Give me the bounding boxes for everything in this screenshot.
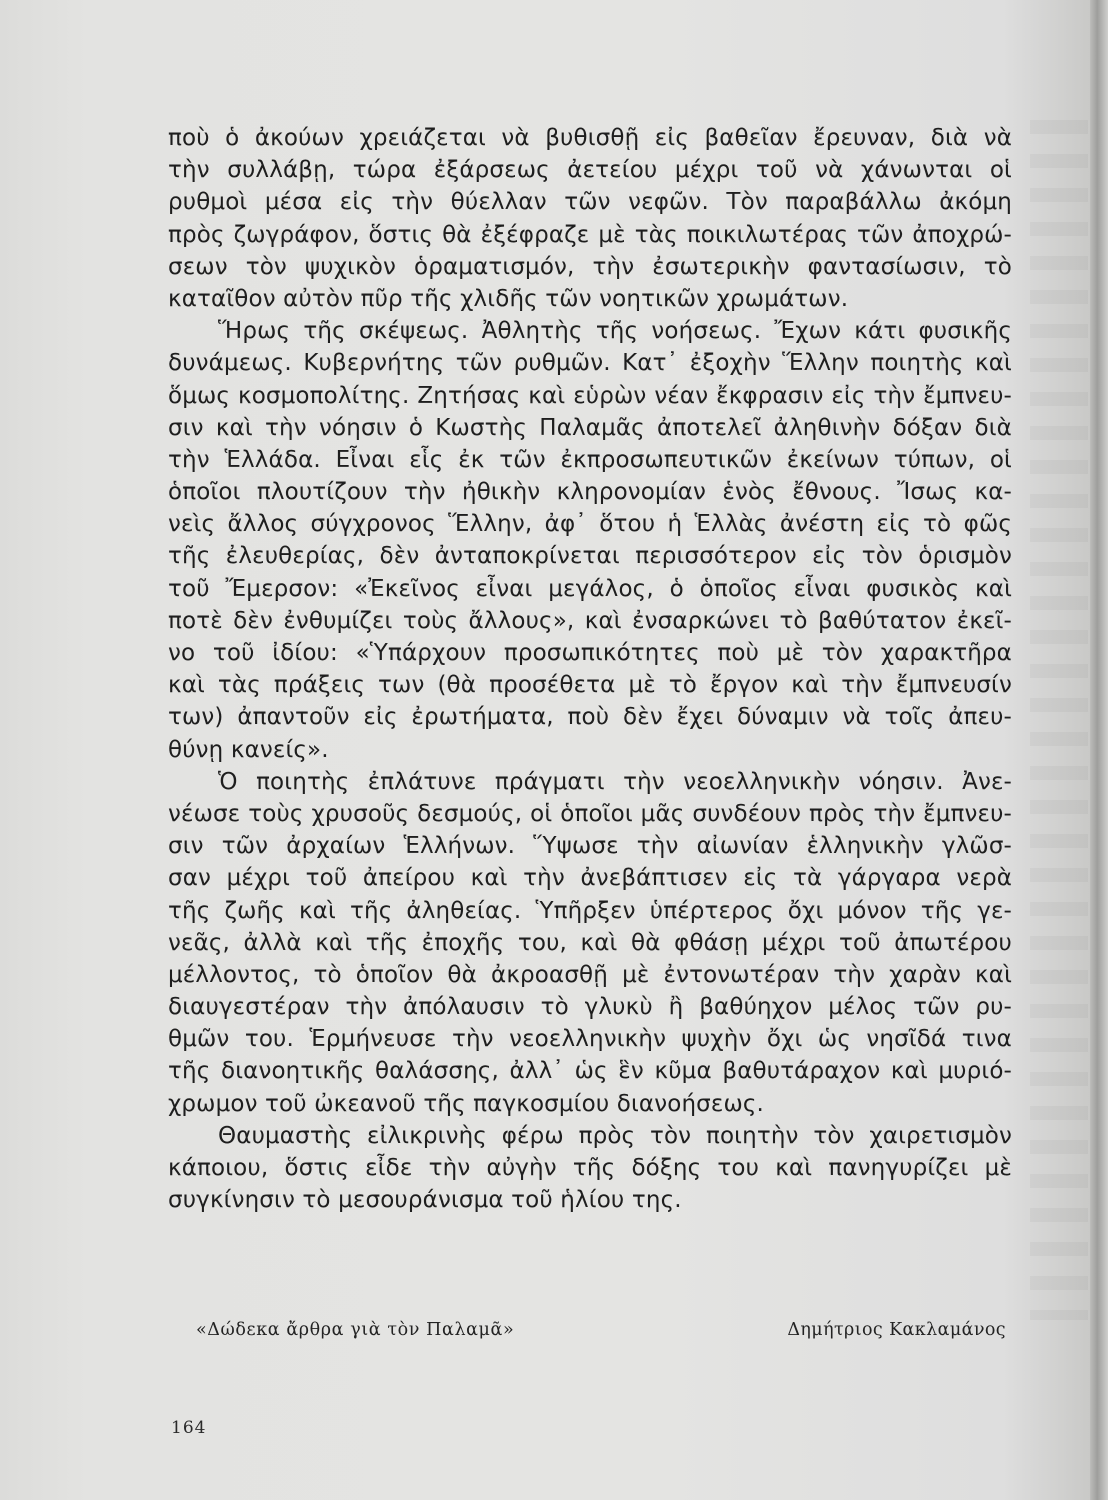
text-line: συγκίνησιν τὸ μεσουράνισμα τοῦ ἡλίου της. <box>168 1187 682 1214</box>
text-line: μέλλοντος, τὸ ὁποῖον θὰ ἀκροασθῇ μὲ ἐντονωτέραν τὴν χαρὰν καὶ <box>168 961 1012 988</box>
text-line: δυνάμεως. Κυβερνήτης τῶν ρυθμῶν. Κατ᾽ ἐξοχὴν Ἕλλην ποιητὴς καὶ <box>168 350 1012 377</box>
text-line: τὴν συλλάβῃ, τώρα ἐξάρσεως ἀετείου μέχρι τοῦ νὰ χάνωνται οἱ <box>168 157 1012 184</box>
text-line: τῆς ἐλευθερίας, δὲν ἀνταποκρίνεται περισσότερον εἰς τὸν ὁρισμὸν <box>168 543 1012 570</box>
text-line: χρωμον τοῦ ὠκεανοῦ τῆς παγκοσμίου διανοήσεως. <box>168 1090 765 1117</box>
text-line: Ἥρως τῆς σκέψεως. Ἀθλητὴς τῆς νοήσεως. Ἔχων κάτι φυσικῆς <box>218 318 1012 345</box>
text-line: σεων τὸν ψυχικὸν ὁραματισμόν, τὴν ἐσωτερικὴν φαντασίωσιν, τὸ <box>168 253 1012 280</box>
text-line: σιν καὶ τὴν νόησιν ὁ Κωστὴς Παλαμᾶς ἀποτελεῖ ἀληθινὴν δόξαν διὰ <box>168 414 1012 441</box>
text-line: ρυθμοὶ μέσα εἰς τὴν θύελλαν τῶν νεφῶν. Τὸν παραβάλλω ἀκόμη <box>168 189 1012 216</box>
text-line: τῆς ζωῆς καὶ τῆς ἀληθείας. Ὑπῆρξεν ὑπέρτερος ὄχι μόνον τῆς γε- <box>168 897 1012 924</box>
paragraph <box>168 766 1012 1120</box>
text-line: τῆς διανοητικῆς θαλάσσης, ἀλλ᾽ ὡς ἓν κῦμα βαθυτάραχον καὶ μυριό- <box>168 1058 1012 1085</box>
text-line: κάποιου, ὅστις εἶδε τὴν αὐγὴν τῆς δόξης του καὶ πανηγυρίζει μὲ <box>168 1155 1012 1181</box>
text-line: θμῶν του. Ἑρμήνευσε τὴν νεοελληνικὴν ψυχὴν ὄχι ὡς νησῖδά τινα <box>168 1026 1012 1053</box>
text-line: νεᾶς, ἀλλὰ καὶ τῆς ἐποχῆς του, καὶ θὰ φθάσῃ μέχρι τοῦ ἀπωτέρου <box>168 929 1012 956</box>
text-line: ποτὲ δὲν ἐνθυμίζει τοὺς ἄλλους», καὶ ἐνσαρκώνει τὸ βαθύτατον ἐκεῖ- <box>168 607 1012 634</box>
text-line: καταῖθον αὐτὸν πῦρ τῆς χλιδῆς τῶν νοητικῶν χρωμάτων. <box>168 285 849 312</box>
text-line: θύνῃ κανείς». <box>168 736 329 763</box>
page-number: 164 <box>171 1418 207 1438</box>
book-spine-edge <box>1090 0 1108 1500</box>
text-line: σαν μέχρι τοῦ ἀπείρου καὶ τὴν ἀνεβάπτισεν εἰς τὰ γάργαρα νερὰ <box>168 865 1012 892</box>
text-line: τὴν Ἑλλάδα. Εἶναι εἷς ἐκ τῶν ἐκπροσωπευτικῶν ἐκείνων τύπων, οἱ <box>168 446 1012 473</box>
body-text <box>168 122 1012 1216</box>
paragraph <box>168 1120 1012 1217</box>
text-line: ὁποῖοι πλουτίζουν τὴν ἠθικὴν κληρονομίαν ἑνὸς ἔθνους. Ἴσως κα- <box>168 479 1012 506</box>
text-line: πρὸς ζωγράφον, ὅστις θὰ ἐξέφραζε μὲ τὰς ποικιλωτέρας τῶν ἀποχρώ- <box>168 221 1012 248</box>
text-line: νέωσε τοὺς χρυσοῦς δεσμούς, οἱ ὁποῖοι μᾶς συνδέουν πρὸς τὴν ἔμπνευ- <box>168 800 1012 827</box>
paragraph <box>168 122 1012 315</box>
show-through-bleed <box>1030 120 1088 1320</box>
attribution <box>196 1320 1006 1350</box>
source-title: «Δώδεκα ἄρθρα γιὰ τὸν Παλαμᾶ» <box>196 1320 515 1340</box>
text-line: τοῦ Ἔμερσον: «Ἐκεῖνος εἶναι μεγάλος, ὁ ὁποῖος εἶναι φυσικὸς καὶ <box>168 575 1012 602</box>
text-line: ὅμως κοσμοπολίτης. Ζητήσας καὶ εὑρὼν νέαν ἔκφρασιν εἰς τὴν ἔμπνευ- <box>168 382 1012 409</box>
text-line: Θαυμαστὴς εἰλικρινὴς φέρω πρὸς τὸν ποιητὴν τὸν χαιρετισμὸν <box>218 1122 1012 1149</box>
text-line: νο τοῦ ἰδίου: «Ὑπάρχουν προσωπικότητες ποὺ μὲ τὸν χαρακτῆρα <box>168 640 1012 666</box>
text-line: των) ἀπαντοῦν εἰς ἐρωτήματα, ποὺ δὲν ἔχει δύναμιν νὰ τοῖς ἀπευ- <box>168 704 1012 731</box>
text-line: καὶ τὰς πράξεις των (θὰ προσέθετα μὲ τὸ ἔργον καὶ τὴν ἔμπνευσίν <box>168 672 1012 699</box>
text-line: νεὶς ἄλλος σύγχρονος Ἕλλην, ἀφ᾽ ὅτου ἡ Ἑλλὰς ἀνέστη εἰς τὸ φῶς <box>168 511 1012 538</box>
paragraph <box>168 315 1012 766</box>
text-line: διαυγεστέραν τὴν ἀπόλαυσιν τὸ γλυκὺ ἢ βαθύηχον μέλος τῶν ρυ- <box>168 994 1012 1021</box>
text-line: Ὁ ποιητὴς ἐπλάτυνε πράγματι τὴν νεοελληνικὴν νόησιν. Ἀνε- <box>218 768 1012 795</box>
text-line: σιν τῶν ἀρχαίων Ἑλλήνων. Ὕψωσε τὴν αἰωνίαν ἑλληνικὴν γλῶσ- <box>168 833 1012 860</box>
author-name: Δημήτριος Κακλαμάνος <box>787 1320 1006 1340</box>
text-line: ποὺ ὁ ἀκούων χρειάζεται νὰ βυθισθῇ εἰς βαθεῖαν ἔρευναν, διὰ νὰ <box>168 125 1012 151</box>
